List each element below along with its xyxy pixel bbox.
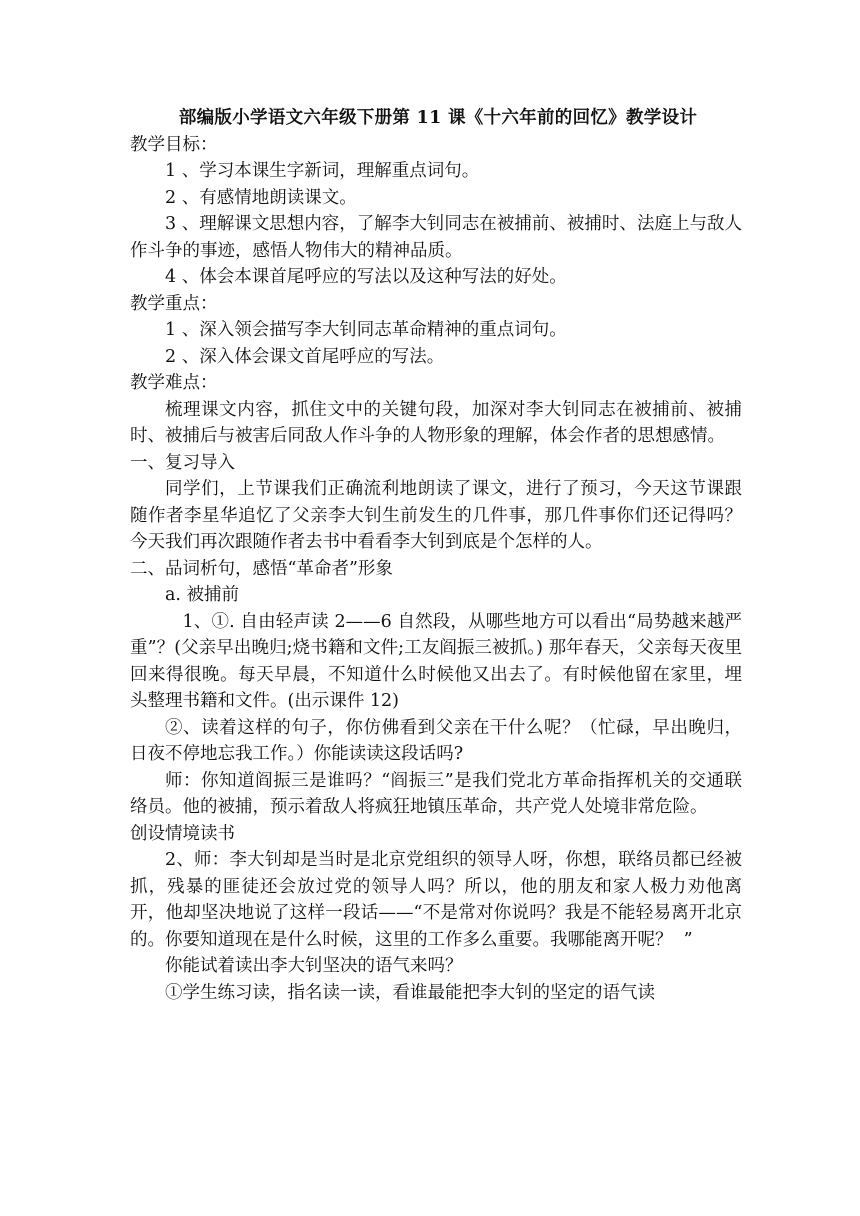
paragraph: 4 、体会本课首尾呼应的写法以及这种写法的好处。	[165, 267, 567, 287]
document-title: 部编版小学语文六年级下册第 11 课《十六年前的回忆》教学设计	[178, 108, 698, 128]
paragraph: 3 、理解课文思想内容，了解李大钊同志在被捕前、被捕时、法庭上与敌人作斗争的事迹，感悟人物伟大的精神品质。	[130, 214, 742, 261]
paragraph: 创设情境读书	[130, 823, 235, 844]
paragraph: 二、品词析句，感悟“革命者”形象	[130, 558, 393, 579]
paragraph: 1、①. 自由轻声读 2——6 自然段，从哪些地方可以看出“局势越来越严重”？(父亲早出晚归;烧书籍和文件;工友阎振三被抓。) 那年春天，父亲每天夜里回来得很晚。每天早晨，不知道什么时候他又出去了。有时候他留在家里，埋头整理书籍和文件。(出示课件 12)	[130, 611, 742, 711]
paragraph: 1 、学习本课生字新词，理解重点词句。	[165, 161, 480, 181]
paragraph: 2 、深入体会课文首尾呼应的写法。	[165, 346, 445, 367]
paragraph: 你能试着读出李大钊坚决的语气来吗？	[165, 956, 463, 976]
paragraph: ②、读着这样的句子，你仿佛看到父亲在干什么呢？（忙碌，早出晚归，日夜不停地忘我工作。）你能读读这段话吗?	[130, 717, 742, 764]
paragraph: 2 、有感情地朗读课文。	[165, 187, 357, 208]
paragraph: a. 被捕前	[165, 585, 240, 605]
paragraph: 同学们，上节课我们正确流利地朗读了课文，进行了预习，今天这节课跟随作者李星华追忆了父亲李大钊生前发生的几件事，那几件事你们还记得吗？今天我们再次跟随作者去书中看看李大钊到底是个怎样的人。	[130, 479, 742, 552]
paragraph: 1 、深入领会描写李大钊同志革命精神的重点词句。	[165, 320, 567, 340]
paragraph: 师：你知道阎振三是谁吗？“阎振三”是我们党北方革命指挥机关的交通联络员。他的被捕，预示着敌人将疯狂地镇压革命，共产党人处境非常危险。	[130, 770, 742, 817]
document-body	[130, 105, 742, 1006]
paragraph-list	[130, 132, 742, 1007]
paragraph: 教学重点：	[130, 293, 218, 314]
paragraph: 一、复习导入	[130, 452, 235, 473]
paragraph: ①学生练习读，指名读一读，看谁最能把李大钊的坚定的语气读	[165, 982, 655, 1003]
paragraph: 梳理课文内容，抓住文中的关键句段，加深对李大钊同志在被捕前、被捕时、被捕后与被害后同敌人作斗争的人物形象的理解，体会作者的思想感情。	[130, 399, 742, 446]
paragraph: 教学目标：	[130, 134, 218, 155]
paragraph: 教学难点：	[130, 373, 218, 393]
paragraph: 2、师：李大钊却是当时是北京党组织的领导人呀，你想，联络员都已经被抓，残暴的匪徒还会放过党的领导人吗？所以，他的朋友和家人极力劝他离开，他却坚决地说了这样一段话——“不是常对你说吗？我是不能轻易离开北京的。你要知道现在是什么时候，这里的工作多么重要。我哪能离开呢？ ”	[130, 850, 742, 950]
